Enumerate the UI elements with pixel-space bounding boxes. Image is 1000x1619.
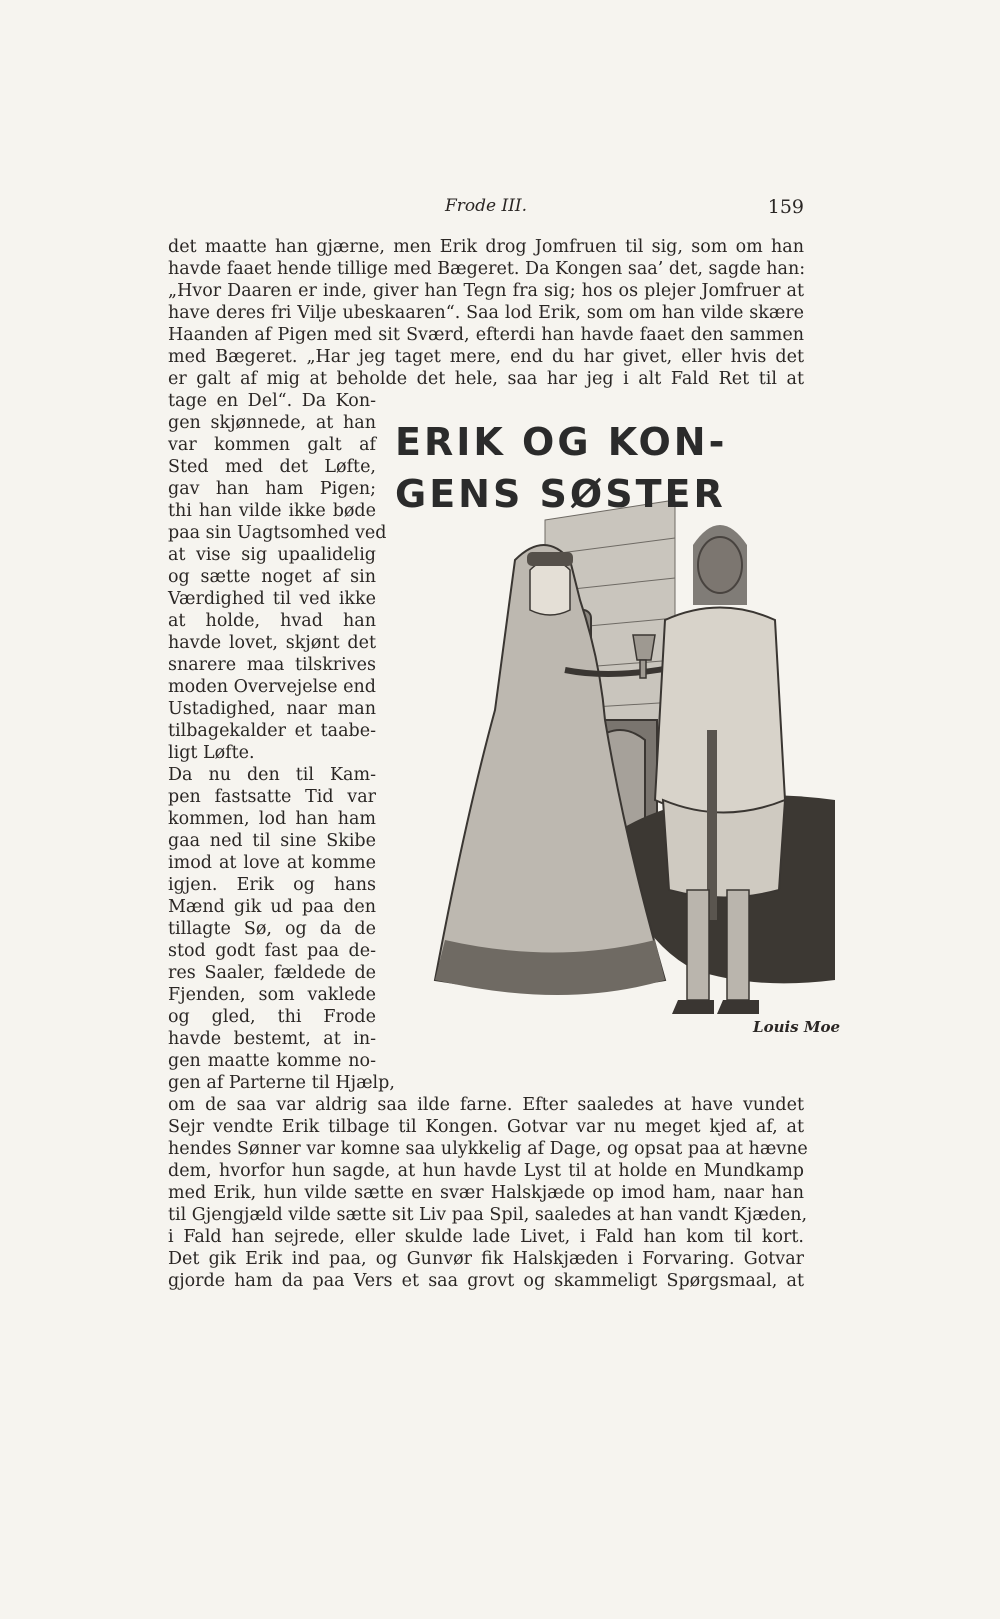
running-title: Frode III. <box>444 196 528 216</box>
text-line: tillagte Sø, og da de <box>168 919 376 939</box>
text-line: med Bægeret. „Har jeg taget mere, end du har givet, eller hvis det <box>168 347 804 367</box>
text-line: gen skjønnede, at han <box>168 413 376 433</box>
text-line: om de saa var aldrig saa ilde farne. Efter saaledes at have vundet <box>168 1095 804 1115</box>
text-line: Ustadighed, naar man <box>168 699 376 719</box>
text-line: dem, hvorfor hun sagde, at hun havde Lyst til at holde en Mundkamp <box>168 1161 804 1181</box>
text-line: igjen. Erik og hans <box>168 875 376 895</box>
text-line: res Saaler, fældede de <box>168 963 376 983</box>
text-line: Sejr vendte Erik tilbage til Kongen. Gotvar var nu meget kjed af, at <box>168 1117 804 1137</box>
text-line: og sætte noget af sin <box>168 567 376 587</box>
text-line: Sted med det Løfte, <box>168 457 376 477</box>
text-line: Da nu den til Kam- <box>168 765 376 785</box>
text-line: gaa ned til sine Skibe <box>168 831 376 851</box>
page-header <box>168 196 804 222</box>
text-line: havde lovet, skjønt det <box>168 633 376 653</box>
artist-signature: Louis Moe <box>753 1018 840 1036</box>
text-line: tilbagekalder et taabe- <box>168 721 376 741</box>
text-line: tage en Del“. Da Kon- <box>168 391 376 411</box>
text-line: Værdighed til ved ikke <box>168 589 376 609</box>
text-line: stod godt fast paa de- <box>168 941 376 961</box>
text-line: gjorde ham da paa Vers et saa grovt og skammeligt Spørgsmaal, at <box>168 1271 804 1291</box>
text-line: moden Overvejelse end <box>168 677 376 697</box>
text-line: paa sin Uagtsomhed ved <box>168 523 387 543</box>
text-line: i Fald han sejrede, eller skulde lade Livet, i Fald han kom til kort. <box>168 1227 804 1247</box>
text-line: gav han ham Pigen; <box>168 479 376 499</box>
text-line: Fjenden, som vaklede <box>168 985 376 1005</box>
text-line: Haanden af Pigen med sit Sværd, efterdi han havde faaet den sammen <box>168 325 804 345</box>
text-line: til Gjengjæld vilde sætte sit Liv paa Spil, saaledes at han vandt Kjæden, <box>168 1205 808 1225</box>
text-line: det maatte han gjærne, men Erik drog Jomfruen til sig, som om han <box>168 237 804 257</box>
illustration-title-line-2: GENS SØSTER <box>395 472 726 516</box>
text-line: var kommen galt af <box>168 435 376 455</box>
text-line: med Erik, hun vilde sætte en svær Halskjæde op imod ham, naar han <box>168 1183 804 1203</box>
text-line: thi han vilde ikke bøde <box>168 501 376 521</box>
text-line: hendes Sønner var komne saa ulykkelig af Dage, og opsat paa at hævne <box>168 1139 808 1159</box>
text-line: havde bestemt, at in- <box>168 1029 376 1049</box>
text-line: og gled, thi Frode <box>168 1007 376 1027</box>
text-line: Det gik Erik ind paa, og Gunvør fik Halskjæden i Forvaring. Gotvar <box>168 1249 804 1269</box>
text-line: ligt Løfte. <box>168 743 255 763</box>
text-line: snarere maa tilskrives <box>168 655 376 675</box>
text-line: er galt af mig at beholde det hele, saa har jeg i alt Fald Ret til at <box>168 369 804 389</box>
text-line: have deres fri Vilje ubeskaaren“. Saa lod Erik, som om han vilde skære <box>168 303 804 323</box>
text-line: kommen, lod han ham <box>168 809 376 829</box>
text-line: imod at love at komme <box>168 853 376 873</box>
illustration <box>395 420 840 1060</box>
illustration-title-line-1: ERIK OG KON- <box>395 420 728 464</box>
text-line: gen maatte komme no- <box>168 1051 376 1071</box>
text-line: Mænd gik ud paa den <box>168 897 376 917</box>
page-number: 159 <box>767 196 804 218</box>
text-line: gen af Parterne til Hjælp, <box>168 1073 395 1093</box>
illustration-figure <box>395 420 840 1060</box>
text-line: „Hvor Daaren er inde, giver han Tegn fra sig; hos os plejer Jomfruer at <box>168 281 804 301</box>
text-line: havde faaet hende tillige med Bægeret. Da Kongen saa’ det, sagde han: <box>168 259 806 279</box>
text-line: pen fastsatte Tid var <box>168 787 376 807</box>
text-line: at vise sig upaalidelig <box>168 545 376 565</box>
text-line: at holde, hvad han <box>168 611 376 631</box>
